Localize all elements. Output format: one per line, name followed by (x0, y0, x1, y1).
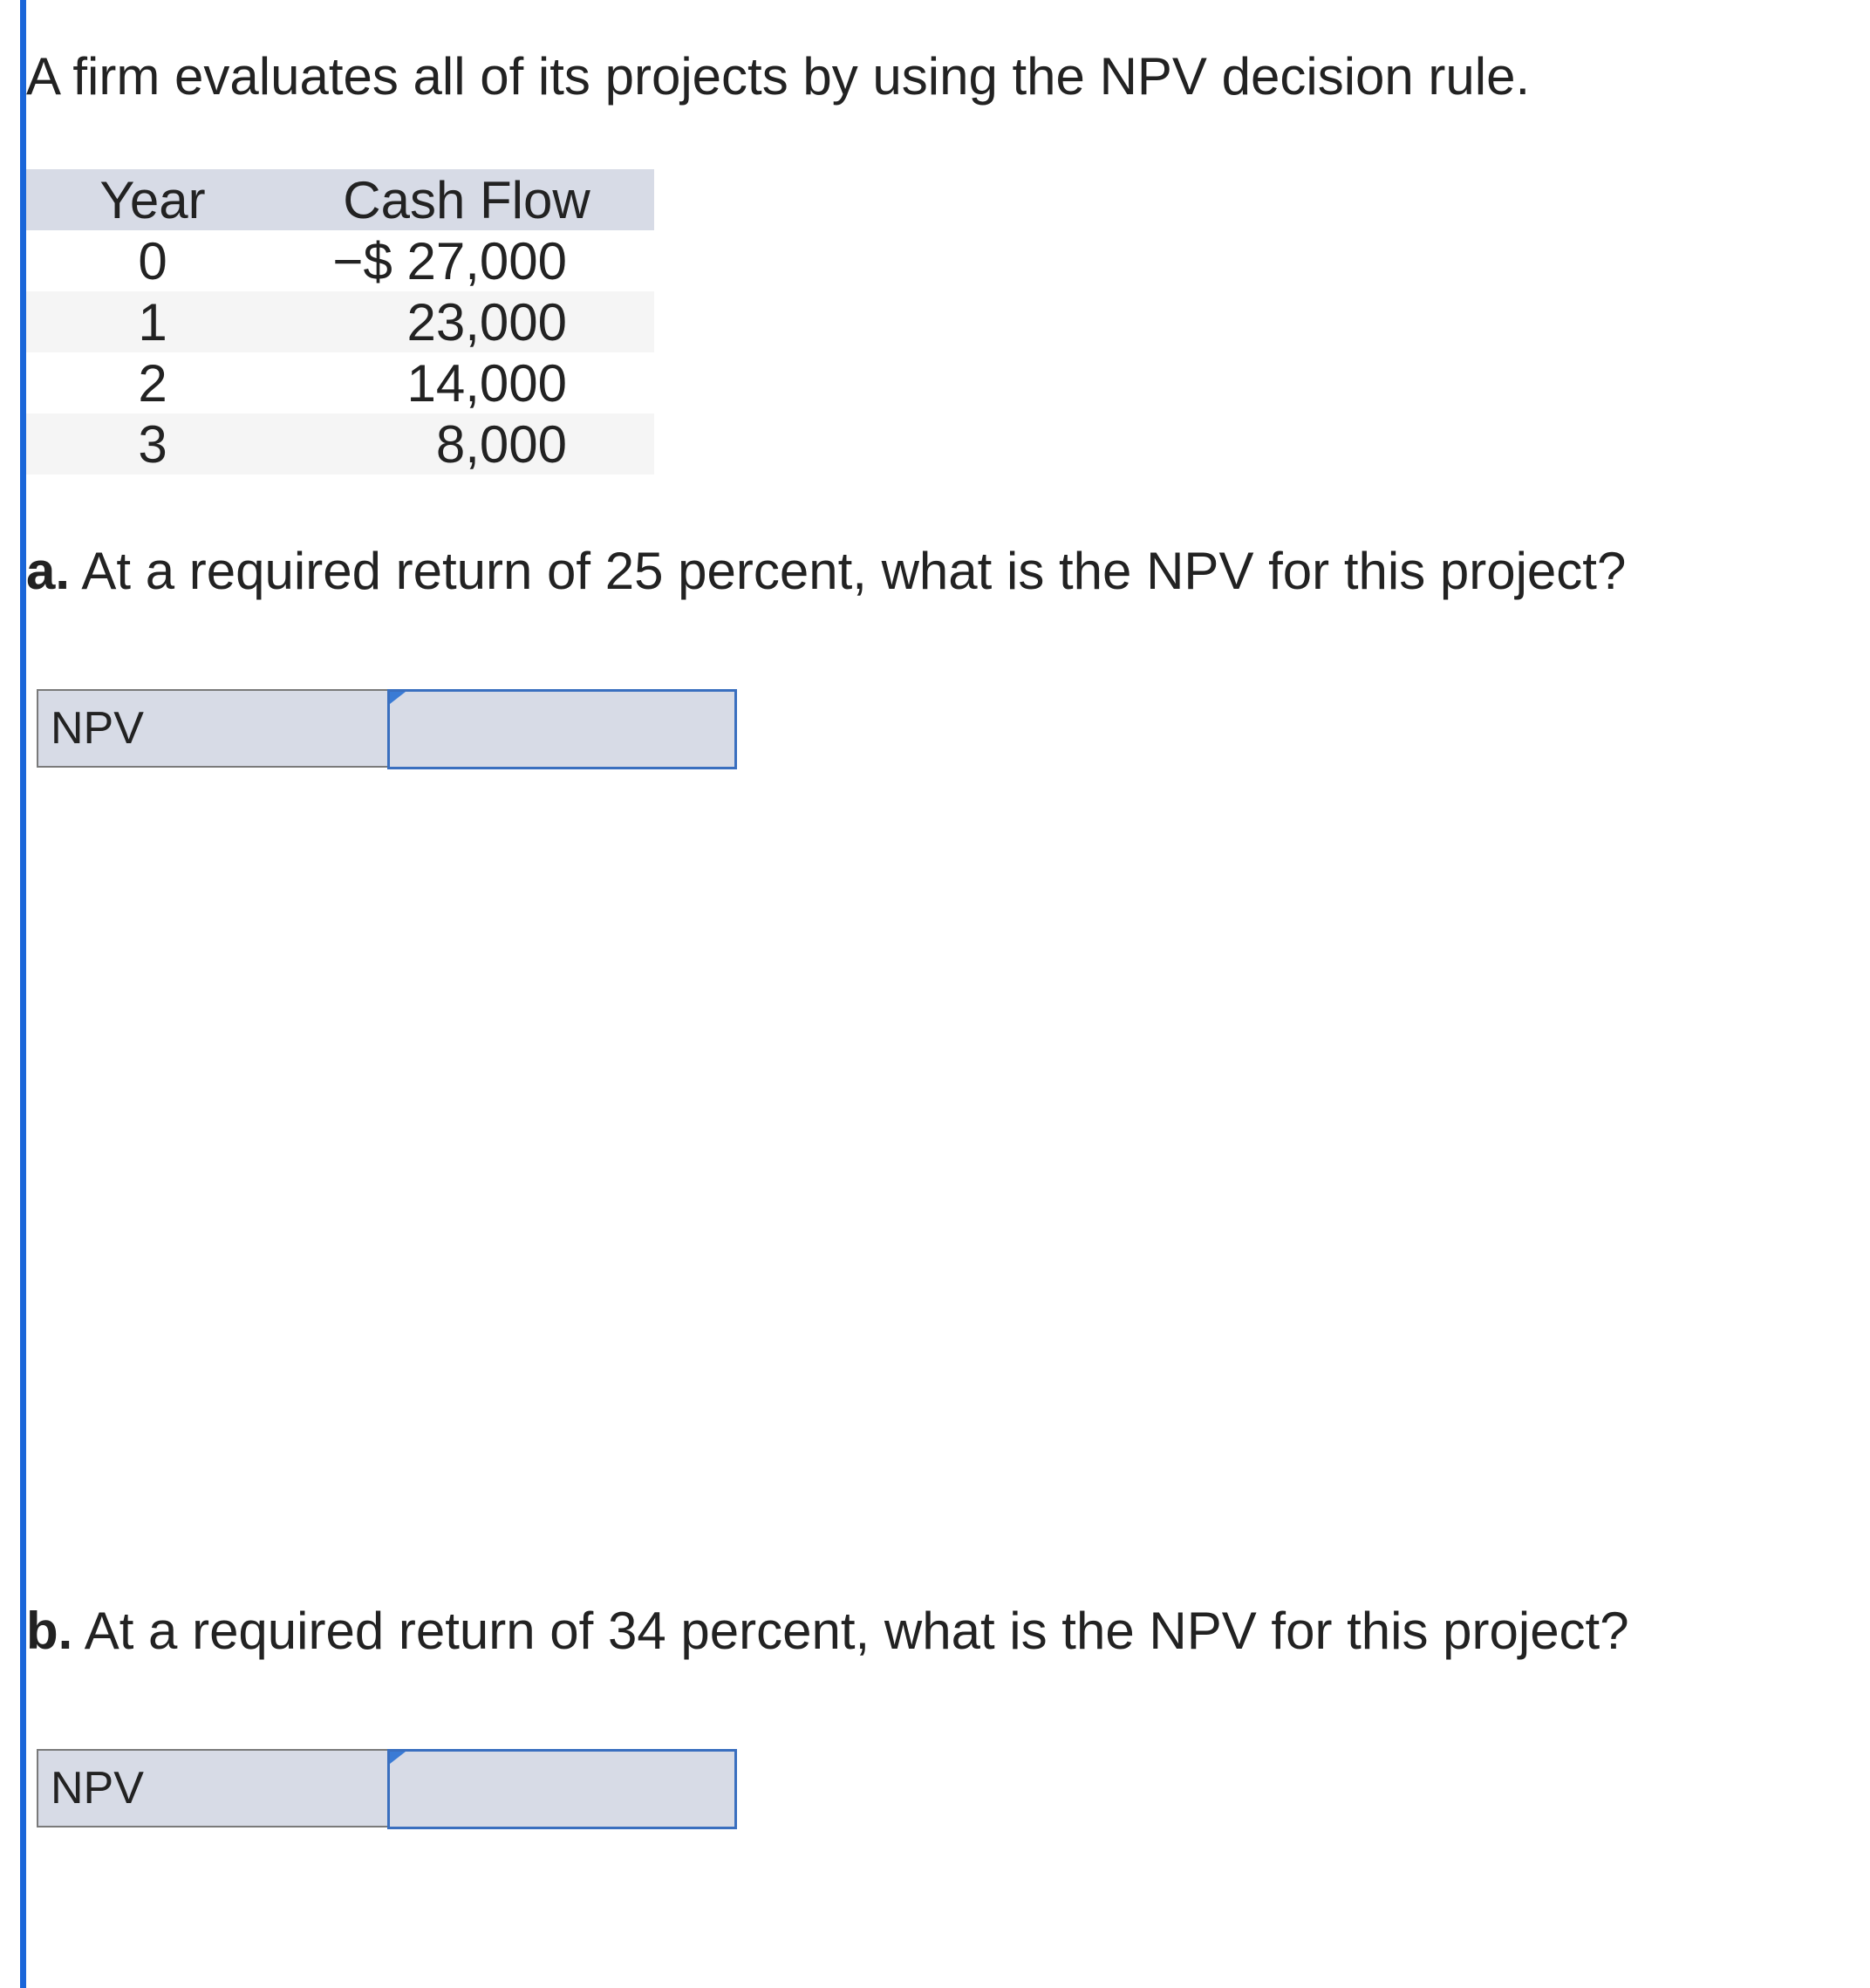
header-year: Year (26, 169, 279, 230)
npv-label-a: NPV (37, 689, 401, 768)
answer-row-a (37, 689, 737, 768)
question-b (26, 1596, 1629, 1666)
question-a-letter: a. (26, 542, 71, 600)
year-cell: 0 (138, 231, 167, 290)
table-row (26, 413, 654, 475)
cash-flow-cell: 8,000 (279, 413, 654, 475)
cash-flow-cell: 23,000 (279, 291, 654, 352)
npv-label-b: NPV (37, 1749, 401, 1827)
answer-row-b (37, 1749, 737, 1827)
npv-input-box-b[interactable] (387, 1749, 737, 1829)
question-a-text: At a required return of 25 percent, what is the NPV for this project? (70, 542, 1627, 600)
problem-intro: A firm evaluates all of its projects by using the NPV decision rule. (26, 47, 1531, 106)
header-cash-flow: Cash Flow (279, 169, 654, 230)
cash-flow-cell: 14,000 (406, 353, 567, 413)
question-a (26, 536, 1626, 606)
table-header-row (26, 169, 654, 230)
year-cell: 1 (26, 291, 279, 352)
year-cell: 2 (138, 353, 167, 413)
question-content (26, 0, 1858, 1988)
npv-input-b[interactable] (390, 1752, 734, 1827)
table-row (26, 291, 654, 352)
table-row (26, 352, 654, 413)
question-b-letter: b. (26, 1602, 73, 1660)
year-cell: 3 (26, 413, 279, 475)
left-accent-bar (20, 0, 26, 1988)
npv-input-a[interactable] (390, 692, 734, 767)
cash-flow-table (26, 169, 654, 475)
table-row (26, 230, 654, 291)
question-b-text: At a required return of 34 percent, what is the NPV for this project? (72, 1602, 1629, 1660)
npv-input-box-a[interactable] (387, 689, 737, 769)
cash-flow-cell: −$ 27,000 (332, 231, 567, 290)
